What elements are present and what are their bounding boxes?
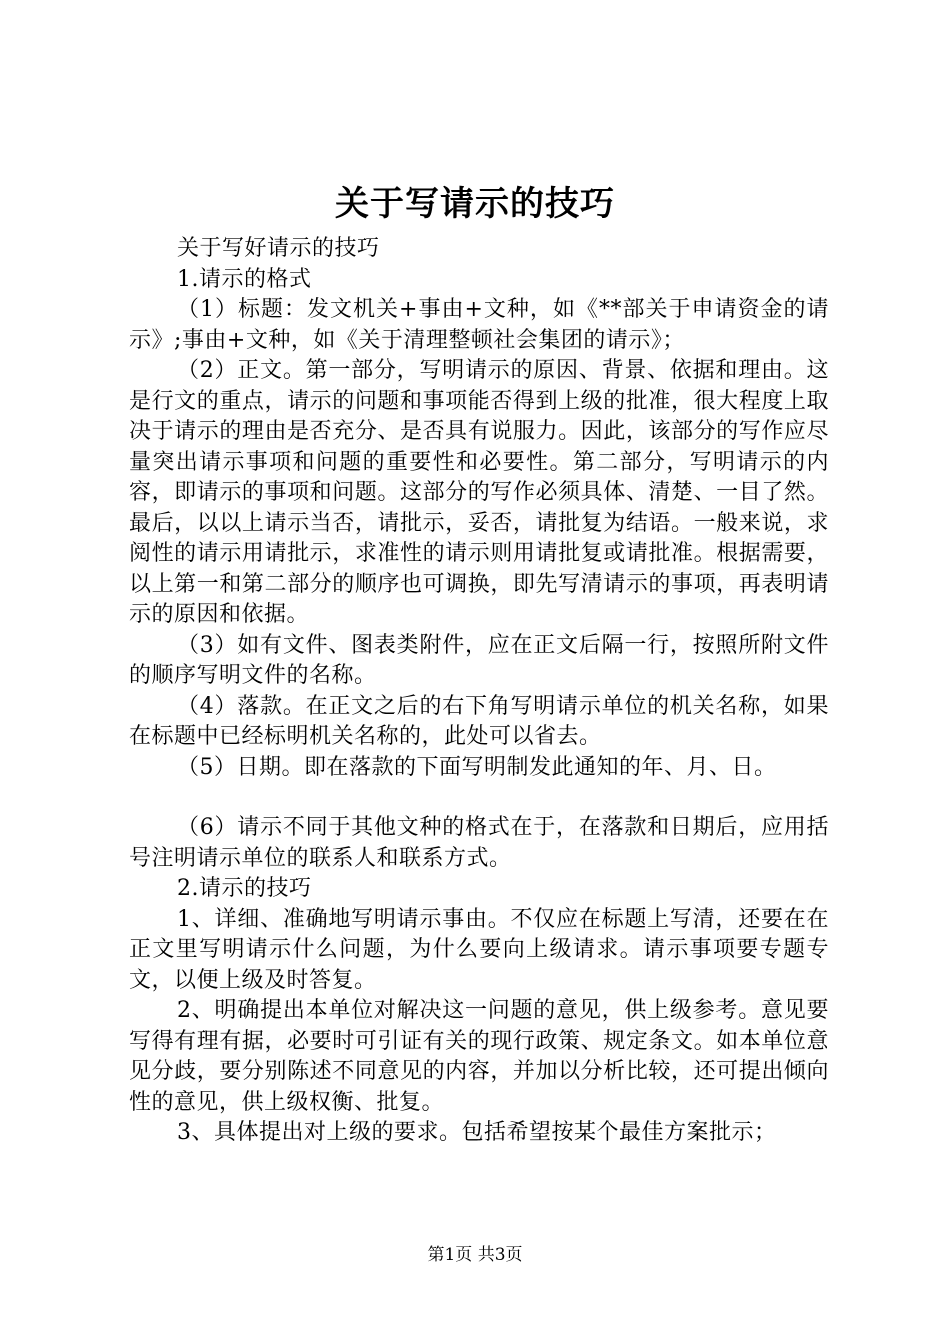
blank-line xyxy=(129,783,829,813)
paragraph-format-6: （6）请示不同于其他文种的格式在于，在落款和日期后，应用括号注明请示单位的联系人和联系方式。 xyxy=(129,815,829,871)
document-title: 关于写请示的技巧 xyxy=(335,184,615,224)
paragraph-tip-3: 3、具体提出对上级的要求。包括希望按某个最佳方案批示； xyxy=(177,1120,777,1145)
paragraph-format-3: （3）如有文件、图表类附件，应在正文后隔一行，按照所附文件的顺序写明文件的名称。 xyxy=(129,632,829,688)
paragraph-format-4: （4）落款。在正文之后的右下角写明请示单位的机关名称，如果在标题中已经标明机关名称的，此处可以省去。 xyxy=(129,693,829,749)
document-body xyxy=(129,234,829,1149)
paragraph-tip-1: 1、详细、准确地写明请示事由。不仅应在标题上写清，还要在在正文里写明请示什么问题，为什么要向上级请求。请示事项要专题专文，以便上级及时答复。 xyxy=(129,906,829,993)
paragraph-section-1-heading: 1.请示的格式 xyxy=(177,266,312,292)
paragraph-tip-2: 2、明确提出本单位对解决这一问题的意见，供上级参考。意见要写得有理有据，必要时可引证有关的现行政策、规定条文。如本单位意见分歧，要分别陈述不同意见的内容，并加以分析比较，还可提出倾向性的意见，供上级权衡、批复。 xyxy=(129,998,829,1115)
paragraph-format-1: （1）标题：发文机关+事由+文种，如《**部关于申请资金的请示》;事由+文种，如《关于清理整顿社会集团的请示》； xyxy=(129,297,829,353)
paragraph-format-2: （2）正文。第一部分，写明请示的原因、背景、依据和理由。这是行文的重点，请示的问题和事项能否得到上级的批准，很大程度上取决于请示的理由是否充分、是否具有说服力。因此，该部分的写作应尽量突出请示事项和问题的重要性和必要性。第二部分，写明请示的内容，即请示的事项和问题。这部分的写作必须具体、清楚、一目了然。最后，以以上请示当否，请批示，妥否，请批复为结语。一般来说，求阅性的请示用请批示，求准性的请示则用请批复或请批准。根据需要，以上第一和第二部分的顺序也可调换，即先写清请示的事项，再表明请示的原因和依据。 xyxy=(129,358,829,627)
paragraph-format-5: （5）日期。即在落款的下面写明制发此通知的年、月、日。 xyxy=(177,754,777,780)
paragraph-section-2-heading: 2.请示的技巧 xyxy=(177,876,312,901)
page-footer: 第1页 共3页 xyxy=(427,1245,523,1265)
paragraph-subtitle: 关于写好请示的技巧 xyxy=(177,236,380,261)
